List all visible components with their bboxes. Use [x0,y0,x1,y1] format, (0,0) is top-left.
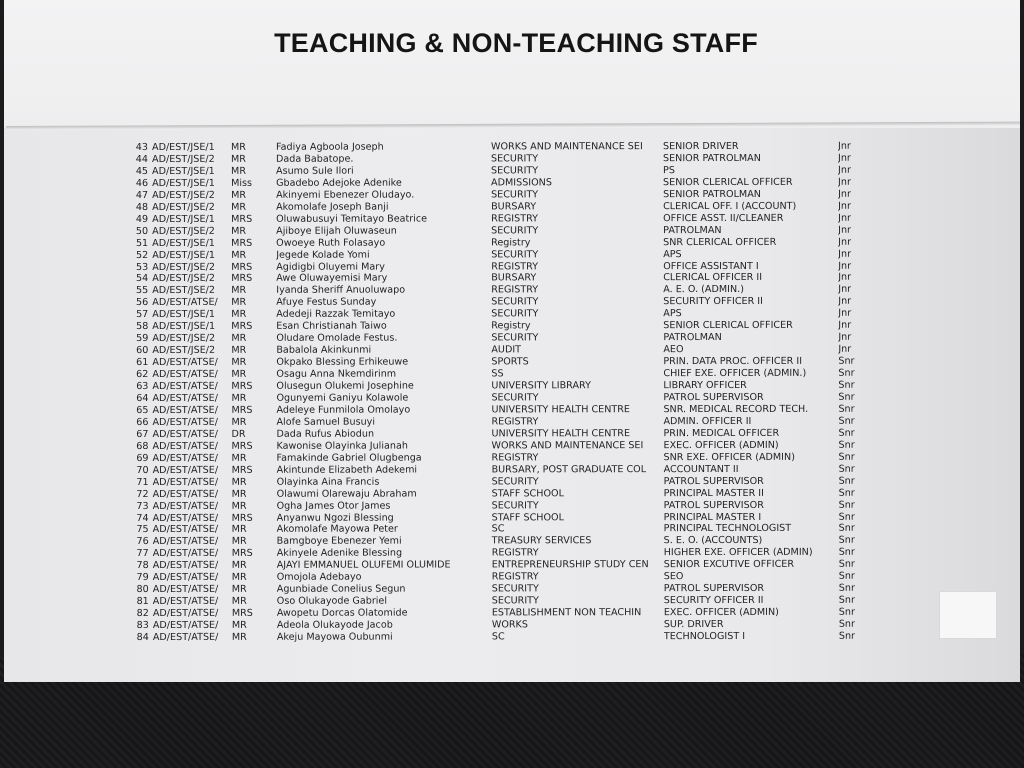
staff-number: 44 [135,153,149,165]
staff-department: SS [491,368,504,380]
staff-department: WORKS AND MAINTENANCE SEI [491,439,644,452]
staff-code: AD/EST/JSE/1 [152,321,216,333]
staff-code: AD/EST/JSE/2 [152,201,215,213]
staff-department: SECURITY [491,224,539,236]
staff-number: 74 [136,512,149,524]
staff-department: SECURITY [491,499,539,511]
staff-name: Okpako Blessing Erhikeuwe [276,356,409,368]
staff-rank: SNR CLERICAL OFFICER [663,236,777,248]
page-title: TEACHING & NON-TEACHING STAFF [274,28,758,58]
staff-rank: S. E. O. (ACCOUNTS) [663,535,763,547]
staff-department: SECURITY [491,475,539,487]
staff-code: AD/EST/JSE/1 [152,165,215,177]
staff-code: AD/EST/JSE/2 [152,344,216,357]
staff-grade: Snr [838,547,855,559]
staff-name: Akinyele Adenike Blessing [276,547,403,560]
staff-code: AD/EST/JSE/2 [152,273,215,285]
staff-title: MRS [231,273,253,285]
staff-rank: AEO [663,344,684,356]
staff-department: REGISTRY [491,452,539,464]
staff-rank: PATROL SUPERVISOR [663,583,765,595]
staff-grade: Jnr [837,140,851,152]
staff-code: AD/EST/ATSE/ [152,607,219,619]
staff-number: 80 [136,584,149,596]
staff-department: SECURITY [491,165,539,177]
staff-department: BURSARY [491,201,537,213]
staff-grade: Snr [838,606,855,618]
staff-number: 55 [136,285,149,297]
staff-name: Iyanda Sheriff Anuoluwapo [276,284,406,297]
staff-name: Famakinde Gabriel Olugbenga [276,452,422,464]
staff-department: ENTREPRENEURSHIP STUDY CEN [491,559,649,571]
staff-grade: Jnr [838,188,851,200]
staff-name: Akomolafe Mayowa Peter [276,523,398,536]
staff-department: SPORTS [491,356,529,368]
staff-department: BURSARY [491,272,537,284]
staff-grade: Jnr [838,343,852,355]
staff-code: AD/EST/JSE/2 [152,153,215,165]
staff-department: SC [491,523,505,535]
staff-rank: APS [663,308,682,320]
staff-title: MR [230,141,246,153]
staff-title: MR [231,560,247,572]
staff-grade: Jnr [838,284,852,296]
staff-department: UNIVERSITY HEALTH CENTRE [491,404,630,416]
staff-department: ESTABLISHMENT NON TEACHIN [491,607,642,619]
staff-rank: SECURITY OFFICER II [663,595,764,607]
staff-name: Omojola Adebayo [276,571,362,583]
staff-name: Awopetu Dorcas Olatomide [276,607,408,619]
staff-title: MR [231,524,247,536]
staff-number: 72 [136,488,149,500]
staff-title: MR [231,285,247,297]
staff-code: AD/EST/JSE/1 [151,141,215,153]
staff-name: Ogha James Otor James [276,500,391,512]
staff-title: MRS [231,440,253,452]
staff-grade: Snr [838,570,855,582]
staff-grade: Jnr [838,224,852,236]
staff-name: Olawumi Olarewaju Abraham [276,488,417,500]
staff-number: 71 [136,476,149,488]
staff-code: AD/EST/JSE/1 [152,177,215,189]
staff-rank: SUP. DRIVER [663,618,724,631]
staff-grade: Jnr [838,248,852,260]
staff-title: Miss [231,177,253,189]
staff-number: 56 [136,297,149,309]
staff-rank: SENIOR PATROLMAN [663,188,761,200]
staff-code: AD/EST/JSE/2 [152,261,215,273]
staff-grade: Jnr [838,331,852,343]
staff-title: MR [231,452,247,464]
staff-grade: Snr [838,379,855,391]
staff-code: AD/EST/ATSE/ [152,583,219,596]
staff-title: MR [231,356,247,368]
staff-name: AJAYI EMMANUEL OLUFEMI OLUMIDE [276,559,451,572]
staff-name: Akinyemi Ebenezer Oludayo. [276,189,415,201]
staff-department: SECURITY [491,189,539,201]
staff-department: STAFF SCHOOL [491,511,564,523]
staff-name: Dada Rufus Abiodun [276,428,375,440]
staff-title: MRS [231,261,253,273]
staff-rank: PATROL SUPERVISOR [663,391,764,403]
staff-name: Akomolafe Joseph Banji [276,201,389,213]
staff-code: AD/EST/ATSE/ [152,356,218,369]
staff-title: MR [231,500,247,512]
staff-number: 76 [136,536,149,548]
staff-title: MR [231,165,246,177]
staff-code: AD/EST/JSE/2 [152,189,215,201]
staff-grade: Snr [838,391,855,403]
staff-department: REGISTRY [491,416,539,428]
staff-code: AD/EST/ATSE/ [152,440,219,452]
staff-title: MR [231,225,247,237]
staff-name: Olusegun Olukemi Josephine [276,380,414,392]
staff-grade: Jnr [838,212,851,224]
staff-code: AD/EST/ATSE/ [152,488,219,500]
staff-code: AD/EST/JSE/1 [152,249,215,261]
staff-title: MR [231,619,247,631]
staff-grade: Snr [838,367,855,379]
staff-code: AD/EST/ATSE/ [152,536,219,548]
staff-department: WORKS AND MAINTENANCE SEI [490,141,643,153]
staff-code: AD/EST/ATSE/ [152,392,218,404]
staff-number: 54 [135,273,149,285]
staff-title: MR [231,201,247,213]
staff-title: MR [231,153,246,165]
staff-code: AD/EST/ATSE/ [152,524,219,536]
staff-rank: PATROLMAN [663,224,722,236]
staff-number: 63 [136,381,149,393]
staff-rank: EXEC. OFFICER (ADMIN) [663,439,779,451]
staff-name: Afuye Festus Sunday [276,296,377,309]
staff-rank: PATROL SUPERVISOR [663,499,764,511]
staff-rank: OFFICE ASST. II/CLEANER [663,212,784,224]
staff-name: Adeleye Funmilola Omolayo [276,404,411,416]
staff-title: MRS [231,404,253,416]
staff-code: AD/EST/ATSE/ [152,297,218,309]
staff-title: DR [231,428,246,440]
staff-rank: SNR. MEDICAL RECORD TECH. [663,403,809,415]
staff-number: 45 [135,165,149,177]
staff-name: Dada Babatope. [276,153,354,165]
staff-name: Bamgboye Ebenezer Yemi [276,535,402,548]
staff-name: Osagu Anna Nkemdirinm [276,368,397,380]
staff-number: 79 [136,572,149,584]
staff-title: MRS [231,464,253,476]
staff-title: MR [231,309,247,321]
staff-name: Esan Christianah Taiwo [276,320,387,333]
staff-rank: A. E. O. (ADMIN.) [663,284,744,296]
staff-department: REGISTRY [491,571,539,583]
staff-department: SECURITY [491,153,539,165]
staff-rank: LIBRARY OFFICER [663,379,747,392]
staff-name: Gbadebo Adejoke Adenike [276,177,402,189]
staff-department: SECURITY [491,595,539,607]
staff-code: AD/EST/ATSE/ [152,595,219,608]
staff-code: AD/EST/ATSE/ [152,464,219,476]
staff-code: AD/EST/ATSE/ [152,476,219,488]
staff-rank: SECURITY OFFICER II [663,296,763,308]
staff-code: AD/EST/ATSE/ [152,428,219,440]
staff-department: SECURITY [491,392,539,404]
staff-grade: Snr [838,535,855,547]
staff-rank: ADMIN. OFFICER II [663,415,752,427]
staff-rank: CLERICAL OFF. I (ACCOUNT) [663,200,797,212]
staff-number: 58 [136,321,149,333]
staff-number: 75 [136,524,149,536]
staff-number: 46 [135,177,149,189]
staff-department: Registry [491,320,531,332]
staff-title: MRS [231,237,253,249]
staff-number: 49 [135,213,149,225]
staff-code: AD/EST/JSE/2 [152,225,215,237]
staff-rank: SENIOR DRIVER [662,140,739,153]
staff-rank: SENIOR PATROLMAN [663,152,761,164]
staff-code: AD/EST/ATSE/ [152,619,219,631]
staff-name: Adeola Olukayode Jacob [276,619,393,631]
staff-title: MRS [231,213,253,225]
staff-name: Agunbiade Conelius Segun [276,583,406,595]
staff-grade: Jnr [838,308,852,320]
staff-rank: PRINCIPAL TECHNOLOGIST [663,523,792,535]
staff-rank: PRINCIPAL MASTER I [663,511,762,523]
staff-code: AD/EST/ATSE/ [152,404,218,416]
staff-code: AD/EST/ATSE/ [152,368,218,380]
staff-number: 64 [136,392,149,404]
staff-department: REGISTRY [491,213,538,225]
staff-rank: PS [663,164,675,176]
staff-department: SECURITY [491,248,539,260]
staff-grade: Jnr [838,176,851,188]
staff-title: MR [231,631,247,643]
staff-rank: ACCOUNTANT II [663,463,739,475]
staff-code: AD/EST/ATSE/ [152,452,219,464]
staff-code: AD/EST/ATSE/ [152,560,219,572]
staff-grade: Snr [838,511,855,523]
staff-name: Oluwabusuyi Temitayo Beatrice [276,213,428,225]
staff-title: MRS [231,321,253,333]
staff-name: Alofe Samuel Busuyi [276,416,376,428]
staff-number: 48 [135,201,149,213]
staff-number: 68 [136,440,149,452]
staff-grade: Jnr [838,272,852,284]
staff-department: Registry [491,236,531,248]
staff-department: TREASURY SERVICES [491,535,592,547]
staff-title: MR [231,488,247,500]
staff-grade: Snr [838,355,855,367]
staff-grade: Snr [838,451,855,463]
staff-code: AD/EST/ATSE/ [152,631,219,643]
staff-number: 47 [135,189,149,201]
staff-name: Jegede Kolade Yomi [276,249,370,261]
staff-department: UNIVERSITY LIBRARY [491,380,591,392]
staff-department: BURSARY, POST GRADUATE COL [491,463,647,475]
table-row [1,630,1024,644]
staff-title: MR [231,249,247,261]
staff-name: Awe Oluwayemisi Mary [276,272,388,285]
staff-code: AD/EST/ATSE/ [152,548,219,560]
staff-code: AD/EST/ATSE/ [152,572,219,584]
staff-title: MR [231,189,247,201]
staff-number: 51 [135,237,149,249]
staff-number: 70 [136,464,149,476]
staff-grade: Snr [838,475,855,487]
staff-rank: PRINCIPAL MASTER II [663,487,764,499]
staff-title: MRS [231,512,253,524]
staff-rank: CLERICAL OFFICER II [663,272,763,284]
staff-number: 82 [136,608,149,620]
staff-name: Anyanwu Ngozi Blessing [276,512,394,524]
staff-number: 65 [136,404,149,416]
staff-department: SC [491,631,505,643]
staff-name: Adedeji Razzak Temitayo [276,308,396,321]
staff-title: MRS [231,380,253,392]
staff-name: Owoeye Ruth Folasayo [276,237,386,249]
staff-rank: CHIEF EXE. OFFICER (ADMIN.) [663,367,807,380]
staff-number: 59 [136,333,149,345]
staff-title: MR [231,583,247,595]
staff-code: AD/EST/ATSE/ [152,416,218,428]
staff-name: Ogunyemi Ganiyu Kolawole [276,392,409,404]
staff-number: 43 [135,142,149,154]
staff-number: 73 [136,500,149,512]
staff-department: REGISTRY [491,547,539,559]
staff-title: MR [231,572,247,584]
staff-name: Oso Olukayode Gabriel [276,595,388,607]
staff-rank: SENIOR CLERICAL OFFICER [663,320,793,332]
staff-number: 60 [136,345,149,357]
staff-grade: Jnr [838,152,851,164]
staff-rank: SNR EXE. OFFICER (ADMIN) [663,451,795,463]
staff-title: MR [231,333,247,345]
staff-grade: Snr [838,523,855,535]
staff-title: MRS [231,607,253,619]
staff-title: MR [231,595,247,607]
staff-department: WORKS [491,619,528,631]
staff-number: 66 [136,416,149,428]
staff-name: Fadiya Agboola Joseph [275,141,384,153]
staff-name: Olayinka Aina Francis [276,476,380,488]
staff-number: 77 [136,548,149,560]
staff-name: Asumo Sule Ilori [276,165,354,177]
staff-title: MR [231,476,247,488]
staff-rank: EXEC. OFFICER (ADMIN) [663,606,779,619]
staff-department: REGISTRY [491,284,539,296]
staff-code: AD/EST/JSE/2 [152,333,216,345]
staff-name: Akintunde Elizabeth Adekemi [276,464,418,476]
staff-rank: SENIOR CLERICAL OFFICER [663,176,793,188]
staff-grade: Jnr [838,200,851,212]
staff-number: 83 [136,620,149,632]
staff-grade: Snr [838,415,855,427]
staff-grade: Snr [838,403,855,415]
staff-grade: Jnr [838,260,852,272]
staff-name: Kawonise Olayinka Julianah [276,440,408,452]
staff-department: SECURITY [491,332,539,344]
staff-number: 57 [136,309,149,321]
staff-name: Babalola Akinkunmi [276,344,372,356]
staff-grade: Snr [838,439,855,451]
staff-code: AD/EST/JSE/2 [152,285,216,297]
staff-grade: Jnr [838,164,851,176]
staff-code: AD/EST/ATSE/ [152,500,219,512]
staff-department: SECURITY [491,583,539,595]
staff-grade: Snr [838,463,855,475]
staff-rank: SENIOR EXCUTIVE OFFICER [663,559,795,571]
staff-department: ADMISSIONS [491,177,552,189]
staff-rank: PRIN. DATA PROC. OFFICER II [663,355,803,368]
staff-code: AD/EST/JSE/1 [152,309,216,321]
staff-rank: SEO [663,571,684,583]
staff-grade: Snr [838,427,855,439]
staff-code: AD/EST/ATSE/ [152,512,219,524]
staff-title: MRS [231,548,253,560]
staff-grade: Snr [838,499,855,511]
staff-department: STAFF SCHOOL [491,487,564,499]
staff-department: AUDIT [491,344,522,356]
staff-code: AD/EST/JSE/1 [152,213,215,225]
staff-grade: Jnr [838,296,852,308]
staff-title: MR [231,416,247,428]
staff-number: 81 [136,596,149,608]
staff-number: 78 [136,560,149,572]
staff-number: 84 [136,632,149,644]
staff-grade: Snr [838,618,855,630]
staff-title: MR [231,392,247,404]
staff-department: SECURITY [491,296,539,308]
staff-grade: Snr [838,594,855,606]
staff-rank: PATROLMAN [663,332,722,344]
staff-grade: Snr [838,582,855,594]
staff-title: MR [231,297,247,309]
staff-number: 53 [135,261,149,273]
staff-name: Agidigbi Oluyemi Mary [276,261,385,273]
staff-department: REGISTRY [491,260,539,272]
staff-name: Ajiboye Elijah Oluwaseun [276,225,397,237]
staff-rank: TECHNOLOGIST I [663,630,746,643]
staff-grade: Snr [838,630,855,642]
staff-number: 62 [136,369,149,381]
staff-department: SECURITY [491,308,539,320]
staff-rank: PATROL SUPERVISOR [663,475,764,487]
paper-scrap [939,591,997,639]
staff-rank: HIGHER EXE. OFFICER (ADMIN) [663,547,813,559]
staff-number: 69 [136,452,149,464]
staff-title: MR [231,536,247,548]
staff-name: Akeju Mayowa Oubunmi [276,631,393,643]
staff-grade: Snr [838,559,855,571]
staff-name: Oludare Omolade Festus. [276,332,398,344]
staff-department: UNIVERSITY HEALTH CENTRE [491,427,631,440]
staff-number: 67 [136,428,149,440]
staff-grade: Jnr [838,320,852,332]
staff-grade: Jnr [838,236,852,248]
staff-rank: OFFICE ASSISTANT I [663,260,759,272]
staff-code: AD/EST/JSE/1 [152,237,215,249]
staff-code: AD/EST/ATSE/ [152,380,218,392]
staff-number: 61 [136,357,149,369]
staff-rank: APS [663,248,682,260]
staff-number: 52 [135,249,149,261]
staff-title: MR [231,344,247,356]
staff-rank: PRIN. MEDICAL OFFICER [663,427,780,439]
staff-grade: Snr [838,487,855,499]
staff-title: MR [231,368,247,380]
staff-number: 50 [135,225,149,237]
